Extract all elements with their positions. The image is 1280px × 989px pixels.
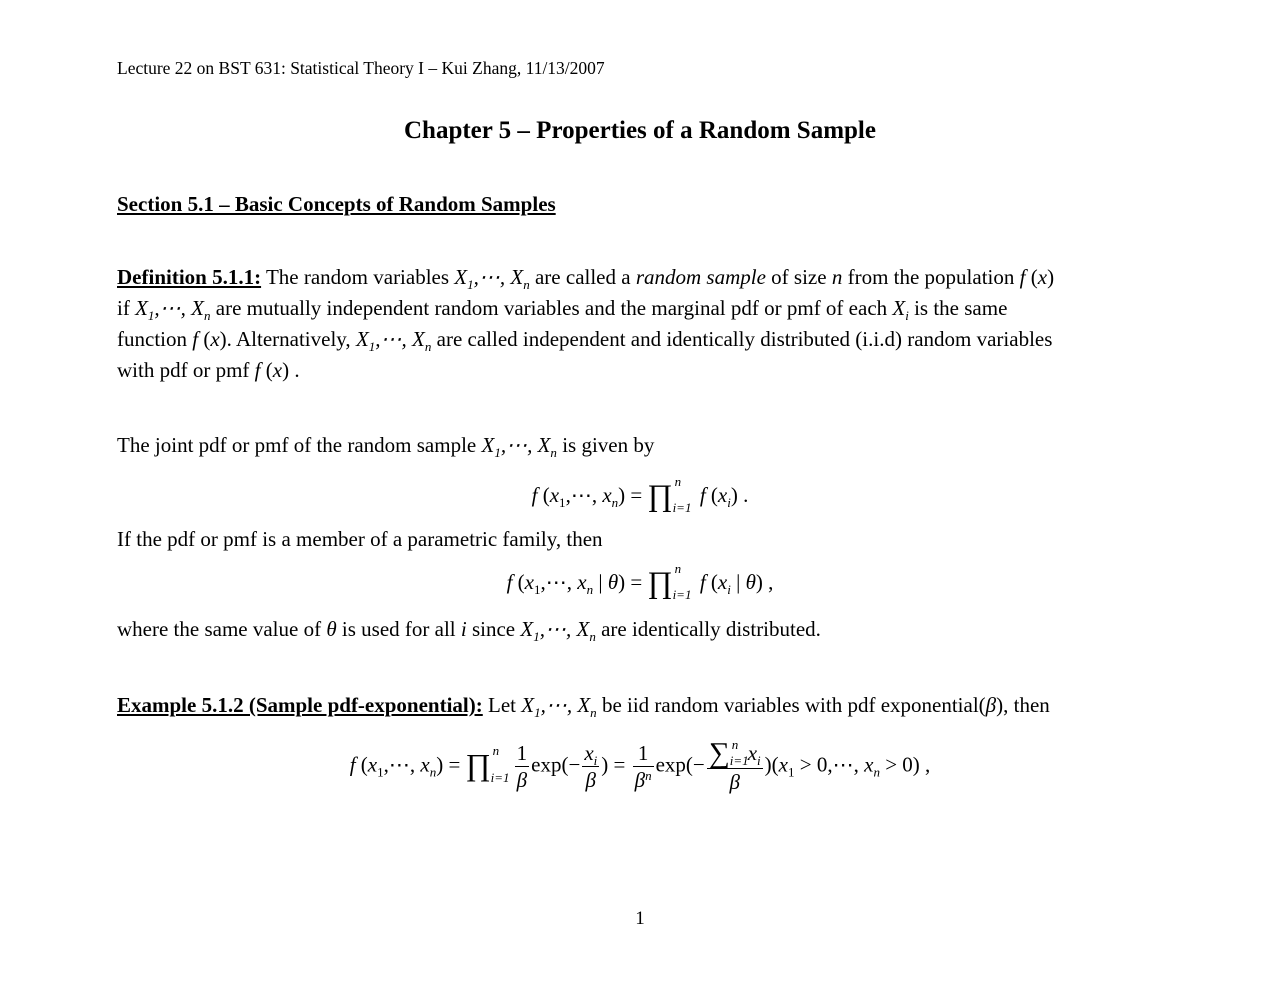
fraction-one-over-beta: $\frac{1}{\beta}$ — [516, 741, 528, 792]
joint-pdf-paragraph — [117, 430, 1167, 461]
definition-line-4: with pdf or pmf f (x) . — [117, 358, 300, 382]
section-heading: Section 5.1 – Basic Concepts of Random Samples — [117, 192, 556, 216]
example-label: Example 5.1.2 (Sample pdf-exponential): — [117, 693, 483, 717]
example-line — [117, 690, 1167, 721]
math-sample-seq: $X_1,\cdots$, $X_n$ — [135, 296, 211, 323]
definition-text: The random variables — [261, 265, 455, 289]
definition-paragraph — [117, 262, 1167, 386]
joint-text: The joint pdf or pmf of the random sample — [117, 433, 482, 457]
definition-text: if — [117, 296, 136, 320]
math-sample-seq: $X_1,\cdots$, $X_n$ — [481, 433, 557, 460]
math-sample-seq: $X_1,\cdots$, $X_n$ — [355, 327, 432, 354]
definition-label: Definition 5.1.1: — [117, 265, 262, 289]
joint-text: is given by — [562, 433, 655, 457]
parametric-paragraph — [117, 524, 1167, 555]
example-text: ), then — [996, 693, 1050, 717]
chapter-title: Chapter 5 – Properties of a Random Sample — [404, 117, 876, 144]
math-i: i — [460, 617, 467, 641]
parametric-line: If the pdf or pmf is a member of a parametric family, then — [117, 527, 603, 551]
theta-paragraph — [117, 614, 1167, 645]
equation-exponential-pdf: f ($x_1,\cdots$, $x_n$) = ∏ n i=1 $\frac{1}{\beta}$ exp(− $\frac{x_i}{\beta}$ ) = $\frac{1}{\beta^n}$ exp(− ∑ n i=1 $x_i$ β )($x_1$ > 0,⋯, $x_n > 0$) , — [349, 737, 931, 794]
math-fx: f — [192, 327, 199, 351]
fraction-xi-over-beta: $\frac{x_i}{\beta}$ — [584, 741, 598, 792]
definition-line-2 — [117, 293, 1167, 324]
equation-joint-pdf: f ($x_1,\cdots$, $x_n$) = ∏ n i=1 f $(x_i)$ . — [531, 474, 749, 516]
math-fx: f — [254, 358, 261, 382]
definition-text: . Alternatively, — [226, 327, 356, 351]
joint-pdf-line — [117, 430, 1167, 461]
math-fx: f — [1019, 265, 1026, 289]
equation-parametric-pdf: f ($x_1,\cdots$, $x_n$ | θ) = ∏ n i=1 f ($x_i$ | θ) , — [506, 561, 774, 603]
math-n: n — [831, 265, 843, 289]
definition-line-3: function f (x). Alternatively, $X_1,\cdots$, $X_n$ are called independent and identically distributed (i.i.d) random variables — [117, 327, 1053, 354]
theta-text: since — [471, 617, 521, 641]
example-paragraph — [117, 690, 1167, 721]
definition-text: with pdf or pmf — [117, 358, 255, 382]
example-text: be iid random variables with pdf exponential( — [601, 693, 986, 717]
definition-text: are called a — [534, 265, 636, 289]
theta-text: where the same value of — [117, 617, 327, 641]
theta-line — [117, 614, 1167, 645]
definition-text: are mutually independent random variables and the marginal pdf or pmf of each — [215, 296, 893, 320]
math-beta: β — [985, 693, 997, 717]
definition-text: function — [117, 327, 193, 351]
fraction-sum-over-beta: ∑ n i=1 $x_i$ β — [708, 737, 761, 794]
math-sample-seq: $X_1,\cdots$, $X_n$ — [454, 265, 530, 292]
definition-text: are called independent and identically distributed (i.i.d) random variables — [436, 327, 1053, 351]
running-header: Lecture 22 on BST 631: Statistical Theory I – Kui Zhang, 11/13/2007 — [117, 58, 605, 78]
math-xi: $X_i$ — [892, 296, 909, 323]
example-text: Let — [482, 693, 522, 717]
definition-emphasis: random sample — [635, 265, 766, 289]
math-theta: θ — [326, 617, 337, 641]
math-sample-seq: $X_1,\cdots$, $X_n$ — [520, 617, 596, 644]
theta-text: are identically distributed. — [601, 617, 821, 641]
theta-text: is used for all — [341, 617, 461, 641]
fraction-one-over-beta-n: $\frac{1}{\beta^n}$ — [634, 741, 652, 792]
definition-text: of size — [765, 265, 832, 289]
page-number: 1 — [635, 908, 645, 929]
definition-text: from the population — [842, 265, 1020, 289]
math-sample-seq: $X_1,\cdots$, $X_n$ — [521, 693, 597, 720]
definition-text: is the same — [908, 296, 1008, 320]
definition-line-1: Definition 5.1.1: The random variables $X_1,\cdots$, $X_n$ are called a random sample of size n from the population f (x) — [117, 265, 1055, 292]
